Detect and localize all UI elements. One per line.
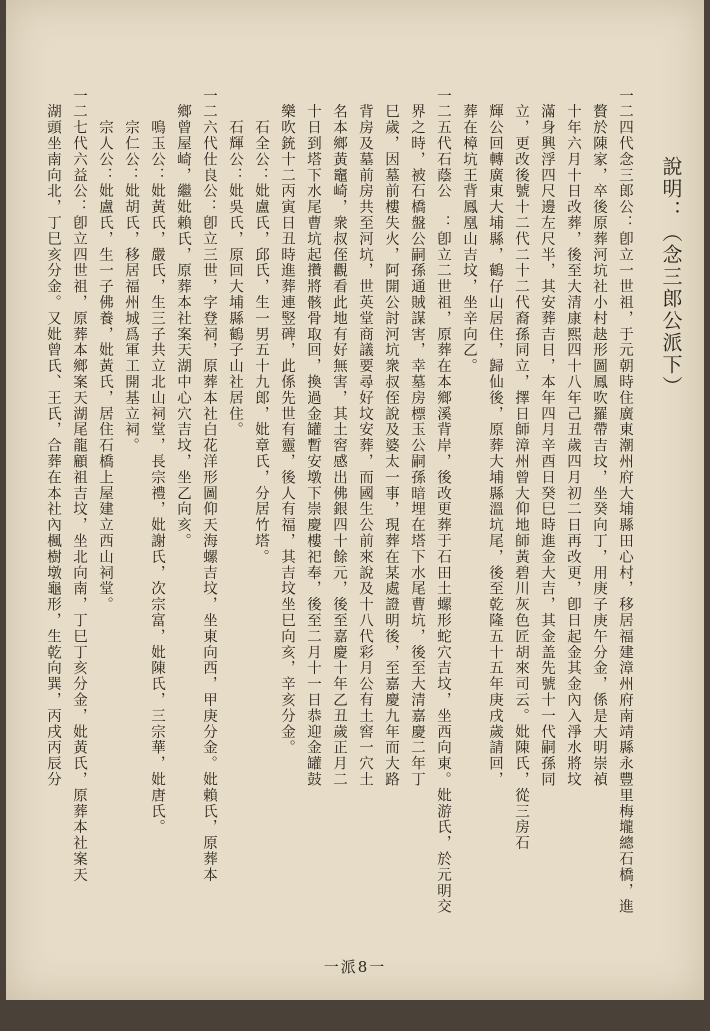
text-column: 名本鄉黃竈崎，衆叔侄觀看此地有好無害，其土窖感出佛銀四十餘元，後至嘉慶十年乙丑歲正月二: [331, 88, 347, 788]
text-column: 鄉曾屋崎，繼妣賴氏，原葬本社案天湖中心穴吉坟，坐乙向亥。: [175, 88, 191, 550]
text-column: 一二七代六益公：卽立四世祖，原葬本鄉案天湖尾龍顧祖吉坟，坐北向南，丁巳丁亥分金，妣黃氏，原葬本社案天: [71, 88, 87, 883]
text-column: 贅於陳家，卒後原葬河坑社小村赽形圖鳳吹羅帶吉坟，坐癸向丁，用庚子庚午分金，係是大明崇禎: [591, 88, 607, 788]
document-page: [6, 0, 704, 1000]
text-column: 鳴玉公：妣黃氏，嚴氏，生三子共立北山祠堂，長宗禮，妣謝氏，次宗富，妣陳氏，三宗華，妣唐氏。: [149, 88, 165, 836]
text-column: 十年六月十日改葬，後至大清康熙四十八年己丑歲四月初二日再改更，卽日起金其金內入淨水將坟: [565, 88, 581, 788]
text-column: 葬在樟坑王背鳳凰山吉坟，坐辛向乙。: [461, 88, 477, 375]
page-heading: 說明：（念三郎公派下）: [659, 156, 683, 398]
text-column: 宗仁公：妣胡氏，移居福州城爲軍工開基立祠。: [123, 88, 139, 454]
text-column: 輝公回轉廣東大埔縣，鶴仔山居住，歸仙後，原葬大埔縣溫坑尾，後至乾隆五十五年庚戌歲請回，: [487, 88, 503, 788]
text-column: 石全公：妣盧氏，邱氏，生一男五十九郎，妣章氏，分居竹塔。: [253, 88, 269, 565]
text-column: 滿身興浮四尺邊左尺半，其安葬吉日，本年四月辛酉日癸巳時進金大吉，其金盖先號十一代嗣孫同: [539, 88, 555, 788]
text-column: 一二四代念三郎公：卽立一世祖，于元朝時住廣東潮州府大埔縣田心村，移居福建漳州府南靖縣永豐里梅壠總石橋，進: [617, 88, 633, 915]
page-number: 一派8一: [323, 958, 387, 976]
text-column: 巳歲，因墓前樓失火，阿開公討河坑衆叔侄說及婆太一事，現葬在某處證明後，至嘉慶九年而大路: [383, 88, 399, 788]
text-column: 立，更改後號十二代二十二代裔孫同立，擇日師漳州曾大仰地師黃碧川灰色匠胡來司云。妣陳氏，從三房石: [513, 88, 529, 852]
text-column: 湖頭坐南向北，丁巳亥分金。又妣曾氏、王氏，合葬在本社內楓樹墩龜形，生乾向巽，丙戌丙辰分: [45, 88, 61, 788]
vertical-text-body: [6, 88, 686, 963]
text-column: 十日到塔下水尾曹坑起攢將骸骨取回，換過金罐暫安墩下崇慶樓祀奉，後至二月十一日恭迎金罐鼓: [305, 88, 321, 788]
text-column: 石輝公：妣吳氏，原回大埔縣鶴子山社居住。: [227, 88, 243, 438]
text-column: 一二五代石蔭公 ：卽立二世祖，原葬在本鄉溪背岸，後改更葬于石田土螺形蛇穴吉坟，坐西向東。妣游氏，於元明交: [435, 88, 451, 915]
text-column: 一二六代仕良公：卽立三世，字登祠，原葬本社白花洋形圖仰天海螺吉坟，坐東向西，甲庚分金。妣賴氏，原葬本: [201, 88, 217, 883]
text-column: 宗人公：妣盧氏，生一子佛養，妣黃氏，居住石橋上屋建立西山祠堂。: [97, 88, 113, 613]
text-column: 背房及墓前房共至河坑，世英堂商議要尋好坟安葬，而國生公前來說及十八代彩月公有土窖一穴土: [357, 88, 373, 788]
text-column: 樂吹銃十二丙寅日丑時進葬連竪碑，此係先世有靈，後人有福，其吉坟坐巳向亥，辛亥分金。: [279, 88, 295, 756]
text-column: 界之時，被石橋盤公嗣孫通賊謀害，幸墓房標玉公嗣孫暗埋在塔下水尾曹坑，後至大清嘉慶二年丁: [409, 88, 425, 788]
